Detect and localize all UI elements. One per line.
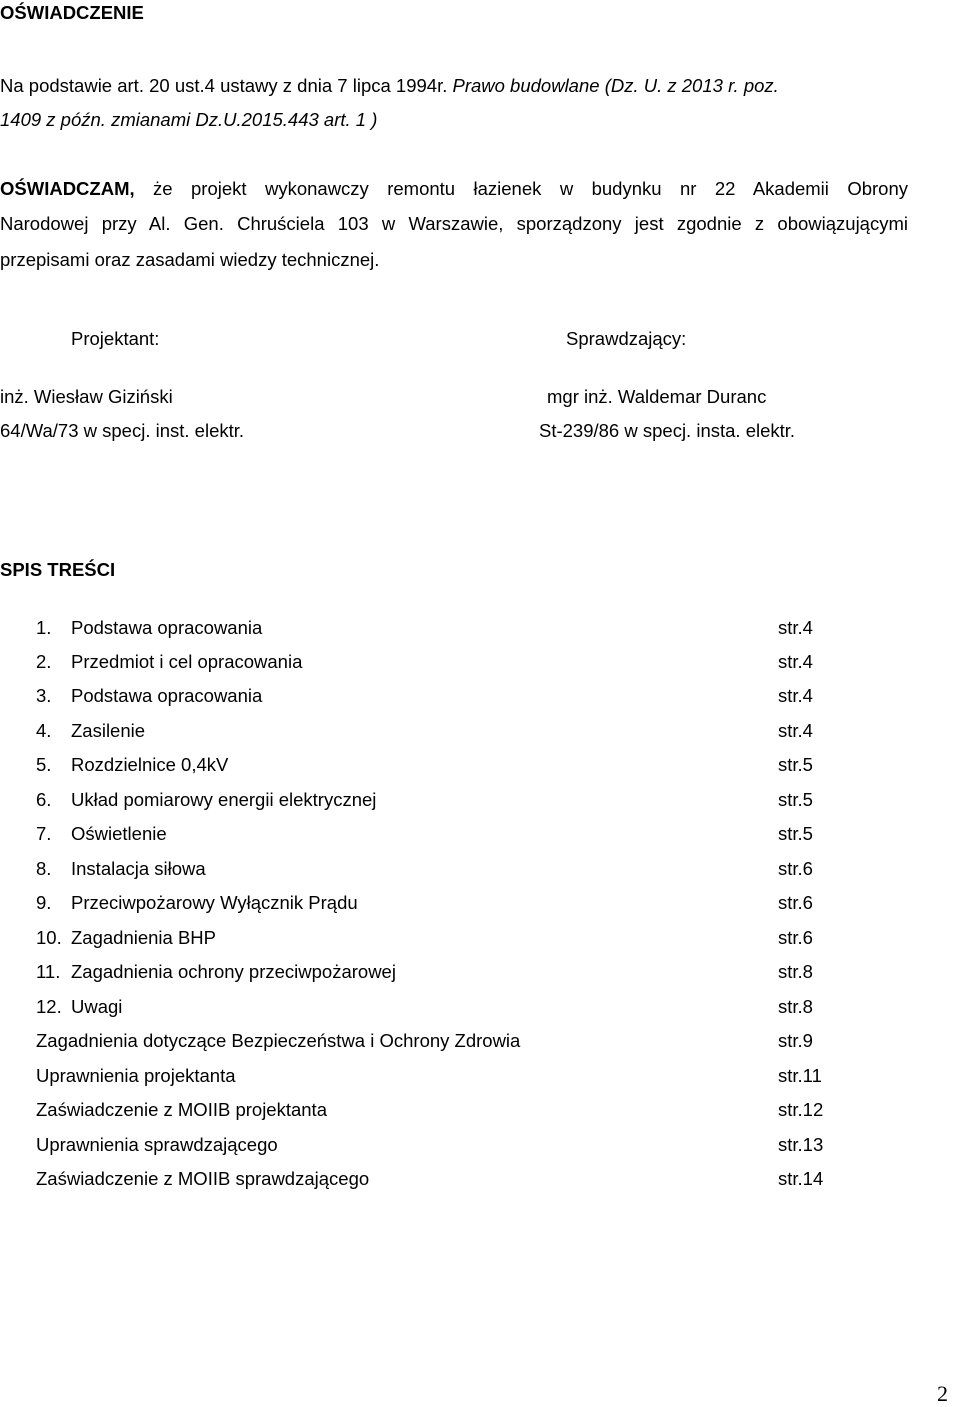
toc-title: SPIS TREŚCI	[0, 559, 116, 580]
toc-item-page: str.12	[778, 1099, 824, 1120]
toc-item-number: 5.	[36, 754, 52, 775]
toc-item-page: str.5	[778, 789, 813, 810]
toc-extra-item	[0, 1099, 960, 1123]
toc-item-title: Zagadnienia ochrony przeciwpożarowej	[71, 961, 396, 982]
declaration-line1	[0, 178, 908, 200]
toc-item-title: Oświetlenie	[71, 823, 167, 844]
toc-item-title: Uprawnienia projektanta	[36, 1065, 236, 1086]
legal-basis-act: Prawo budowlane (Dz. U. z 2013 r. poz.	[447, 75, 779, 96]
toc-item-page: str.8	[778, 961, 813, 982]
toc-item-number: 8.	[36, 858, 52, 879]
toc-item-page: str.9	[778, 1030, 813, 1051]
declaration-line2: Narodowej przy Al. Gen. Chruściela 103 w Warszawie, sporządzony jest zgodnie z obowiązującymi	[0, 213, 908, 234]
toc-item	[0, 617, 960, 641]
toc-item-title: Zaświadczenie z MOIIB projektanta	[36, 1099, 327, 1120]
toc-item-page: str.6	[778, 858, 813, 879]
toc-item-title: Przeciwpożarowy Wyłącznik Prądu	[71, 892, 358, 913]
toc-item-title: Zagadnienia BHP	[71, 927, 217, 948]
toc-item	[0, 996, 960, 1020]
toc-item-number: 2.	[36, 651, 52, 672]
toc-item-page: str.8	[778, 996, 813, 1017]
toc-item	[0, 892, 960, 916]
toc-item-title: Rozdzielnice 0,4kV	[71, 754, 229, 775]
toc-item-page: str.11	[778, 1065, 822, 1086]
toc-item-title: Podstawa opracowania	[71, 617, 263, 638]
toc-item-title: Zagadnienia dotyczące Bezpieczeństwa i Ochrony Zdrowia	[36, 1030, 521, 1051]
page-number: 2	[937, 1381, 948, 1406]
toc-item	[0, 961, 960, 985]
toc-item-title: Podstawa opracowania	[71, 685, 263, 706]
toc-item-number: 4.	[36, 720, 52, 741]
toc-item-title: Instalacja siłowa	[71, 858, 206, 879]
toc-item-title: Uprawnienia sprawdzającego	[36, 1134, 278, 1155]
toc-item	[0, 858, 960, 882]
declaration-line3: przepisami oraz zasadami wiedzy technicznej.	[0, 249, 380, 270]
toc-item	[0, 823, 960, 847]
toc-item	[0, 789, 960, 813]
toc-item-number: 11.	[36, 961, 61, 982]
toc-item	[0, 685, 960, 709]
toc-item	[0, 651, 960, 675]
checker-license: St-239/86 w specj. insta. elektr.	[539, 420, 796, 441]
toc-item	[0, 720, 960, 744]
checker-label: Sprawdzający:	[566, 328, 687, 349]
legal-basis-line2: 1409 z późn. zmianami Dz.U.2015.443 art. 1 )	[0, 109, 378, 130]
toc-item	[0, 754, 960, 778]
declaration-keyword: OŚWIADCZAM,	[0, 178, 135, 199]
toc-extra-item	[0, 1134, 960, 1158]
toc-item-title: Zasilenie	[71, 720, 146, 741]
toc-item-page: str.6	[778, 927, 813, 948]
toc-item-page: str.4	[778, 617, 813, 638]
legal-basis-line1	[0, 75, 779, 97]
toc-item-title: Uwagi	[71, 996, 123, 1017]
designer-label: Projektant:	[71, 328, 160, 349]
designer-license: 64/Wa/73 w specj. inst. elektr.	[0, 420, 245, 441]
toc-item-number: 6.	[36, 789, 52, 810]
toc-extra-item	[0, 1065, 960, 1089]
toc-extra-item	[0, 1030, 960, 1054]
toc-item-number: 9.	[36, 892, 52, 913]
declaration-text-1: że projekt wykonawczy remontu łazienek w budynku nr 22 Akademii Obrony	[134, 178, 908, 199]
toc-item-number: 7.	[36, 823, 52, 844]
page-heading: OŚWIADCZENIE	[0, 2, 144, 23]
toc-item-number: 10.	[36, 927, 62, 948]
toc-item-page: str.4	[778, 685, 813, 706]
designer-name: inż. Wiesław Giziński	[0, 386, 173, 407]
toc-item-page: str.5	[778, 823, 813, 844]
toc-extra-item	[0, 1168, 960, 1192]
toc-item-title: Zaświadczenie z MOIIB sprawdzającego	[36, 1168, 370, 1189]
toc-item	[0, 927, 960, 951]
toc-item-page: str.4	[778, 720, 813, 741]
checker-name: mgr inż. Waldemar Duranc	[547, 386, 767, 407]
toc-item-page: str.5	[778, 754, 813, 775]
toc-item-number: 12.	[36, 996, 62, 1017]
toc-item-page: str.13	[778, 1134, 824, 1155]
toc-item-page: str.14	[778, 1168, 824, 1189]
toc-item-number: 1.	[36, 617, 52, 638]
toc-item-title: Układ pomiarowy energii elektrycznej	[71, 789, 377, 810]
toc-item-page: str.4	[778, 651, 813, 672]
toc-item-page: str.6	[778, 892, 813, 913]
toc-item-number: 3.	[36, 685, 52, 706]
legal-basis-text: Na podstawie art. 20 ust.4 ustawy z dnia 7 lipca 1994r.	[0, 75, 448, 96]
toc-item-title: Przedmiot i cel opracowania	[71, 651, 303, 672]
